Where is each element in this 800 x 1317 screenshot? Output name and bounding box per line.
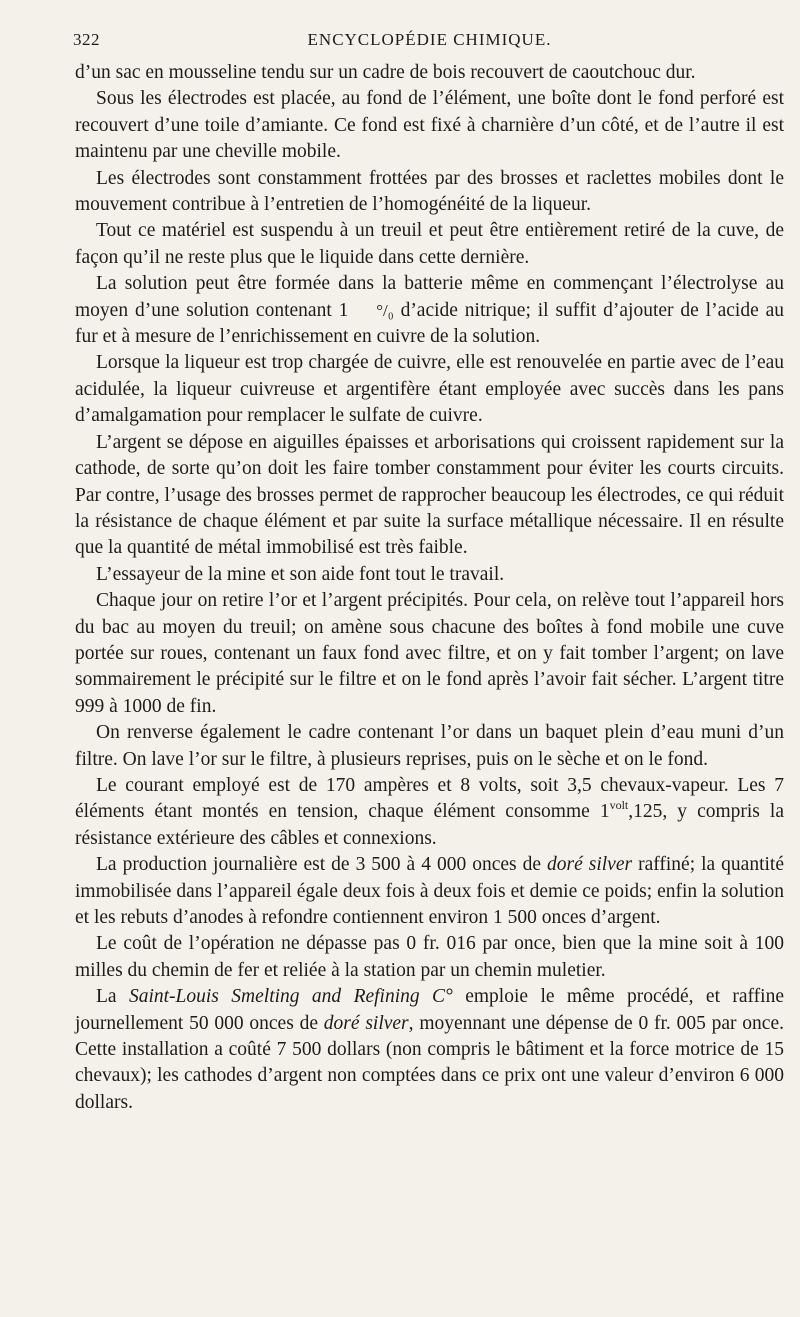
paragraph-text: d’acide nitrique; il suffit d’ajouter de l’acide au fur et à mesure de l’enrichissement en cuivre de la solution. bbox=[75, 299, 784, 348]
italic-term: doré silver bbox=[547, 854, 633, 876]
paragraph: L’argent se dépose en aiguilles épaisses et arborisations qui croissent rapidement sur la cathode, de sorte qu’on doit les faire tomber constamment pour éviter les courts circuits. Par contre, l’usage des brosses permet de rapprocher beaucoup les électrodes, ce qui réduit la résistance de chaque élément et par suite la surface métallique nécessaire. Il en résulte que la quantité de métal immobilisé est très faible. bbox=[75, 431, 784, 559]
italic-company-name: Saint-Louis Smelting and Refining C° bbox=[128, 986, 453, 1008]
paragraph-text: La bbox=[96, 986, 129, 1008]
paragraph: Le coût de l’opération ne dépasse pas 0 fr. 016 par once, bien que la mine soit à 100 milles du chemin de fer et reliée à la station par un chemin muletier. bbox=[75, 933, 784, 981]
paragraph bbox=[75, 852, 784, 931]
paragraph: Chaque jour on retire l’or et l’argent précipités. Pour cela, on relève tout l’appareil hors du bac au moyen du treuil; on amène sous chacune des boîtes à fond mobile une cuve portée sur roues, contenant un faux fond avec filtre, et on y fait tomber l’argent; on lave sommairement le précipité sur le filtre et on le fond après l’avoir fait sécher. L’argent titre 999 à 1000 de fin. bbox=[75, 590, 784, 717]
running-title: ENCYCLOPÉDIE CHIMIQUE. bbox=[307, 30, 552, 49]
paragraph-text: emploie le même procédé, et raffine journellement 50 000 onces de bbox=[75, 986, 784, 1034]
paragraph-text: La solution peut être formée dans la batterie même en commençant l’électrolyse au moyen d’une solution contenant 1 bbox=[75, 273, 784, 321]
body-text bbox=[75, 60, 784, 1116]
paragraph: Les électrodes sont constamment frottées par des brosses et raclettes mobiles dont le mouvement contribue à l’entretien de l’homogénéité de la liqueur. bbox=[75, 167, 784, 216]
paragraph: Lorsque la liqueur est trop chargée de cuivre, elle est renouvelée en partie avec de l’eau acidulée, la liqueur cuivreuse et argentifère étant employée avec succès dans les pans d’amalgamation pour remplacer le sulfate de cuivre. bbox=[75, 352, 784, 427]
paragraph-text: ,125, y compris la résistance extérieure des câbles et connexions. bbox=[75, 801, 784, 849]
paragraph-text: raffiné; la quantité immobilisée dans l’appareil égale deux fois à deux fois et demie ce poids; enfin la solution et les rebuts d’anodes à refondre contiennent environ 1 500 onces d’argent. bbox=[75, 854, 784, 928]
paragraph bbox=[75, 984, 784, 1116]
paragraph bbox=[75, 271, 784, 350]
paragraph: L’essayeur de la mine et son aide font tout le travail. bbox=[96, 563, 505, 585]
paragraph-text: , moyennant une dépense de 0 fr. 005 par once. Cette installation a coûté 7 500 dollars (non compris le bâtiment et la force motrice de 15 chevaux); les cathodes d’argent non comptées dans ce prix ont une valeur d’environ 6 000 dollars. bbox=[75, 1012, 784, 1113]
paragraph: Sous les électrodes est placée, au fond de l’élément, une boîte dont le fond perforé est recouvert d’une toile d’amiante. Ce fond est fixé à charnière d’un côté, et de l’autre il est maintenu par une cheville mobile. bbox=[75, 88, 784, 163]
paragraph bbox=[75, 773, 784, 852]
italic-term: doré silver bbox=[323, 1012, 409, 1034]
percent-sign: °/₀ bbox=[376, 300, 394, 320]
paragraph: Tout ce matériel est suspendu à un treuil et peut être entièrement retiré de la cuve, de façon qu’il ne reste plus que le liquide dans cette dernière. bbox=[75, 220, 784, 268]
paragraph: On renverse également le cadre contenant l’or dans un baquet plein d’eau muni d’un filtre. On lave l’or sur le filtre, à plusieurs reprises, puis on le sèche et on le fond. bbox=[75, 722, 784, 770]
paragraph-text: La production journalière est de 3 500 à 4 000 onces de bbox=[96, 854, 548, 876]
paragraph-text: Le courant employé est de 170 ampères et 8 volts, soit 3,5 chevaux-vapeur. Les 7 éléments étant montés en tension, chaque élément consomme 1 bbox=[75, 774, 784, 823]
paragraph-continued: d’un sac en mousseline tendu sur un cadre de bois recouvert de caoutchouc dur. bbox=[75, 62, 696, 83]
page-number: 322 bbox=[73, 30, 100, 49]
running-head bbox=[75, 30, 784, 60]
unit-superscript: volt bbox=[609, 798, 629, 813]
